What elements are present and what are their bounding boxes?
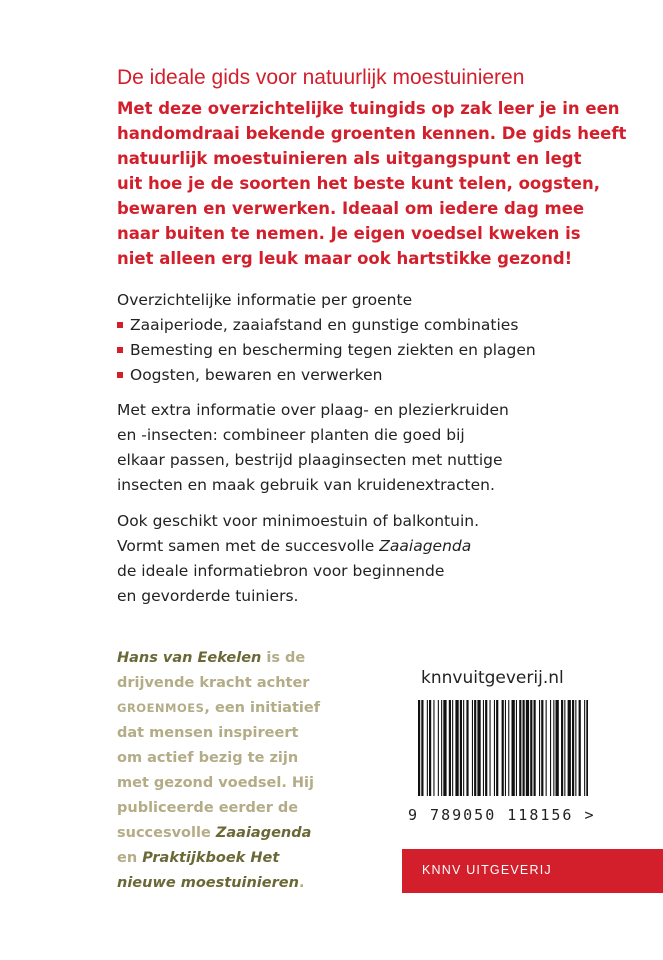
author-bio xyxy=(117,646,339,896)
book-title: nieuwe moestuinieren xyxy=(117,875,299,891)
barcode-bar xyxy=(586,700,588,796)
barcode-bar xyxy=(505,700,506,796)
barcode-bar xyxy=(449,700,451,796)
bullet-list xyxy=(117,313,652,388)
info-section xyxy=(117,288,652,388)
author-bio-text: succesvolle xyxy=(117,825,216,841)
bullet-text: Oogsten, bewaren en verwerken xyxy=(130,366,383,384)
barcode-bar xyxy=(474,700,476,796)
barcode-bar xyxy=(441,700,442,796)
bullet-text: Bemesting en bescherming tegen ziekten en plagen xyxy=(130,341,536,359)
barcode-bar xyxy=(483,700,484,796)
publisher-name: KNNV UITGEVERIJ xyxy=(422,863,552,877)
intro-line: handomdraai bekende groenten kennen. De gids heeft xyxy=(117,124,627,143)
author-bio-text: . xyxy=(298,875,305,891)
barcode-bar xyxy=(584,700,585,796)
barcode-bar xyxy=(526,700,529,796)
author-bio-text: drijvende kracht achter xyxy=(117,675,310,691)
barcode-bar xyxy=(496,700,498,796)
author-bio-text: met gezond voedsel. Hij xyxy=(117,775,314,791)
suited-line: en gevorderde tuiniers. xyxy=(117,587,299,605)
author-bio-text: , een initiatief xyxy=(204,700,321,716)
publisher-band xyxy=(402,849,663,893)
barcode-bar xyxy=(460,700,462,796)
author-bio-text: en xyxy=(117,850,143,866)
intro-line: naar buiten te nemen. Je eigen voedsel kweken is xyxy=(117,224,581,243)
book-title-zaaiagenda: Zaaiagenda xyxy=(379,537,472,555)
barcode-bar xyxy=(575,700,576,796)
intro-line: niet alleen erg leuk maar ook hartstikke gezond! xyxy=(117,249,573,268)
barcode-bar xyxy=(539,700,540,796)
square-bullet-icon xyxy=(117,372,123,378)
barcode-bar xyxy=(556,700,559,796)
suited-line: Ook geschikt voor minimoestuin of balkontuin. xyxy=(117,512,479,530)
intro-line: bewaren en verwerken. Ideaal om iedere dag mee xyxy=(117,199,585,218)
barcode-bar xyxy=(512,700,515,796)
barcode-bar xyxy=(463,700,464,796)
suited-line: Vormt samen met de succesvolle xyxy=(117,537,380,555)
book-title: Zaaiagenda xyxy=(215,825,312,841)
author-bio-text: dat mensen inspireert xyxy=(117,725,299,741)
bullet-item xyxy=(117,363,652,388)
barcode-bar xyxy=(443,700,446,796)
isbn-barcode xyxy=(418,700,588,796)
barcode-bar xyxy=(485,700,487,796)
barcode-bar xyxy=(472,700,473,796)
barcode-bar xyxy=(427,700,428,796)
extra-line: insecten en maak gebruik van kruidenextracten. xyxy=(117,476,495,494)
author-bio-text: is de xyxy=(261,650,306,666)
bullet-text: Zaaiperiode, zaaiafstand en gunstige combinaties xyxy=(130,316,519,334)
suitability-paragraph xyxy=(117,509,617,609)
barcode-bar xyxy=(466,700,468,796)
barcode-bar xyxy=(546,700,547,796)
barcode-bar xyxy=(418,700,420,796)
barcode-bar xyxy=(508,700,509,796)
barcode-bar xyxy=(523,700,525,796)
barcode-bar xyxy=(438,700,439,796)
brand-name: GROENMOES xyxy=(117,701,205,715)
extra-line: en -insecten: combineer planten die goed bij xyxy=(117,426,465,444)
barcode-bar xyxy=(564,700,565,796)
author-bio-text: om actief bezig te zijn xyxy=(117,750,299,766)
bullet-item xyxy=(117,313,652,338)
barcode-bar xyxy=(502,700,504,796)
barcode-bar xyxy=(530,700,532,796)
barcode-bar xyxy=(572,700,574,796)
barcode-bar xyxy=(477,700,480,796)
intro-line: uit hoe je de soorten het beste kunt telen, oogsten, xyxy=(117,174,600,193)
square-bullet-icon xyxy=(117,347,123,353)
square-bullet-icon xyxy=(117,322,123,328)
intro-line: Met deze overzichtelijke tuingids op zak leer je in een xyxy=(117,99,620,118)
bullet-item xyxy=(117,338,652,363)
barcode-bar xyxy=(534,700,536,796)
info-title: Overzichtelijke informatie per groente xyxy=(117,291,413,309)
extra-line: elkaar passen, bestrijd plaaginsecten met nuttige xyxy=(117,451,503,469)
barcode-bar xyxy=(561,700,563,796)
barcode-bar xyxy=(452,700,453,796)
barcode-bar xyxy=(550,700,551,796)
suited-line: de ideale informatiebron voor beginnende xyxy=(117,562,445,580)
isbn-digits: 9 789050 118156 > xyxy=(408,806,596,824)
barcode-bar xyxy=(568,700,571,796)
barcode-bar xyxy=(421,700,423,796)
barcode-bar xyxy=(553,700,554,796)
barcode-bar xyxy=(490,700,491,796)
author-bio-text: publiceerde eerder de xyxy=(117,800,299,816)
barcode-bar xyxy=(455,700,458,796)
publisher-website: knnvuitgeverij.nl xyxy=(421,668,564,688)
extra-info-paragraph xyxy=(117,398,617,498)
barcode-bar xyxy=(433,700,434,796)
barcode-bar xyxy=(494,700,495,796)
book-title: Praktijkboek Het xyxy=(142,850,280,866)
author-name: Hans van Eekelen xyxy=(117,650,262,666)
barcode-bar xyxy=(429,700,431,796)
barcode-bar xyxy=(519,700,521,796)
barcode-bar xyxy=(541,700,543,796)
barcode-bar xyxy=(579,700,581,796)
extra-line: Met extra informatie over plaag- en plezierkruiden xyxy=(117,401,509,419)
page-heading: De ideale gids voor natuurlijk moestuinieren xyxy=(117,66,525,89)
barcode-bar xyxy=(516,700,517,796)
intro-paragraph xyxy=(117,96,652,271)
intro-line: natuurlijk moestuinieren als uitgangspunt en legt xyxy=(117,149,582,168)
